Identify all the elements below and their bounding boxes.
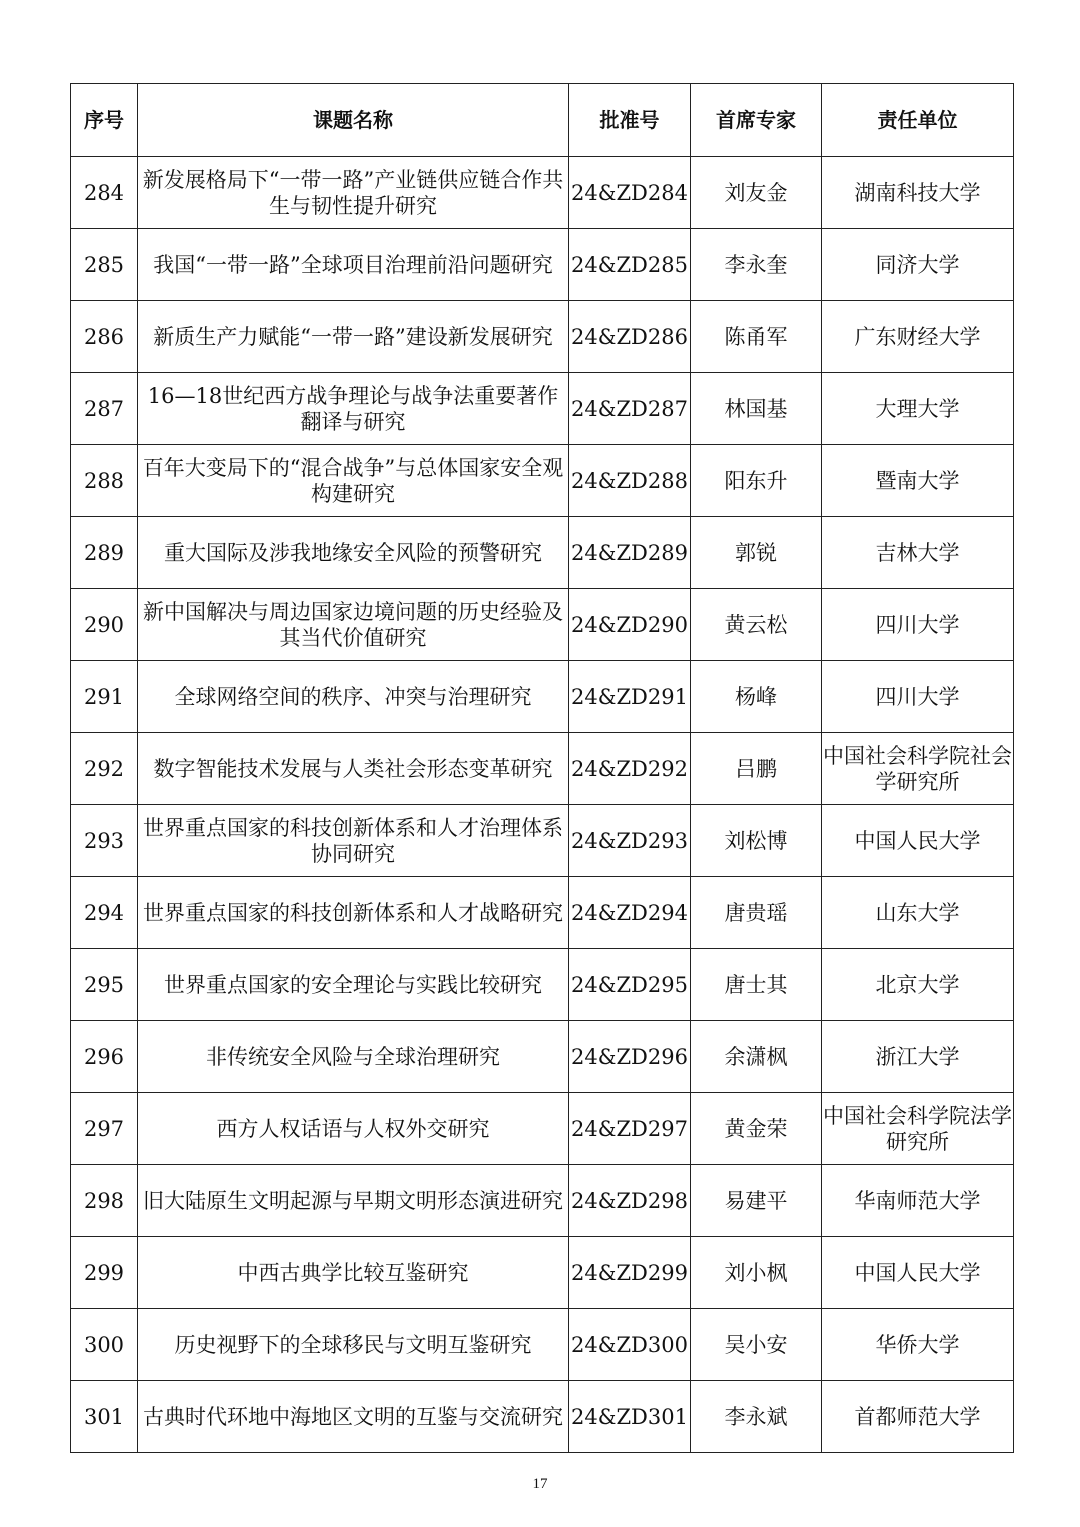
cell-unit: 暨南大学 (822, 445, 1014, 517)
cell-no: 298 (71, 1165, 138, 1237)
cell-title: 世界重点国家的科技创新体系和人才治理体系协同研究 (138, 805, 569, 877)
cell-approval: 24&ZD288 (569, 445, 691, 517)
cell-title: 西方人权话语与人权外交研究 (138, 1093, 569, 1165)
table-row (71, 805, 1014, 877)
cell-approval: 24&ZD289 (569, 517, 691, 589)
cell-title: 世界重点国家的安全理论与实践比较研究 (138, 949, 569, 1021)
table-row (71, 229, 1014, 301)
cell-expert: 李永斌 (691, 1381, 822, 1453)
cell-unit: 首都师范大学 (822, 1381, 1014, 1453)
cell-approval: 24&ZD298 (569, 1165, 691, 1237)
cell-approval: 24&ZD284 (569, 157, 691, 229)
header-title: 课题名称 (138, 84, 569, 157)
cell-title: 16—18世纪西方战争理论与战争法重要著作翻译与研究 (138, 373, 569, 445)
table-row (71, 1021, 1014, 1093)
cell-approval: 24&ZD295 (569, 949, 691, 1021)
projects-table (70, 83, 1014, 1453)
cell-unit: 广东财经大学 (822, 301, 1014, 373)
cell-expert: 杨峰 (691, 661, 822, 733)
table-row (71, 1381, 1014, 1453)
cell-expert: 郭锐 (691, 517, 822, 589)
header-expert: 首席专家 (691, 84, 822, 157)
cell-unit: 中国社会科学院社会学研究所 (822, 733, 1014, 805)
table-row (71, 661, 1014, 733)
table-row (71, 517, 1014, 589)
cell-approval: 24&ZD296 (569, 1021, 691, 1093)
cell-title: 古典时代环地中海地区文明的互鉴与交流研究 (138, 1381, 569, 1453)
cell-unit: 华南师范大学 (822, 1165, 1014, 1237)
table-row (71, 301, 1014, 373)
table-row (71, 733, 1014, 805)
cell-title: 非传统安全风险与全球治理研究 (138, 1021, 569, 1093)
table-row (71, 373, 1014, 445)
cell-expert: 黄云松 (691, 589, 822, 661)
cell-expert: 刘小枫 (691, 1237, 822, 1309)
cell-unit: 山东大学 (822, 877, 1014, 949)
cell-approval: 24&ZD297 (569, 1093, 691, 1165)
header-row (71, 84, 1014, 157)
cell-no: 299 (71, 1237, 138, 1309)
cell-no: 297 (71, 1093, 138, 1165)
cell-expert: 陈甬军 (691, 301, 822, 373)
header-approval: 批准号 (569, 84, 691, 157)
cell-approval: 24&ZD301 (569, 1381, 691, 1453)
cell-unit: 北京大学 (822, 949, 1014, 1021)
cell-approval: 24&ZD290 (569, 589, 691, 661)
cell-approval: 24&ZD293 (569, 805, 691, 877)
cell-approval: 24&ZD291 (569, 661, 691, 733)
cell-expert: 阳东升 (691, 445, 822, 517)
cell-title: 新质生产力赋能“一带一路”建设新发展研究 (138, 301, 569, 373)
cell-unit: 华侨大学 (822, 1309, 1014, 1381)
cell-no: 293 (71, 805, 138, 877)
cell-approval: 24&ZD292 (569, 733, 691, 805)
cell-expert: 唐贵瑶 (691, 877, 822, 949)
cell-expert: 李永奎 (691, 229, 822, 301)
cell-unit: 四川大学 (822, 589, 1014, 661)
cell-expert: 刘友金 (691, 157, 822, 229)
table-body (71, 157, 1014, 1453)
cell-no: 285 (71, 229, 138, 301)
cell-approval: 24&ZD294 (569, 877, 691, 949)
cell-title: 中西古典学比较互鉴研究 (138, 1237, 569, 1309)
cell-no: 286 (71, 301, 138, 373)
cell-unit: 吉林大学 (822, 517, 1014, 589)
cell-no: 287 (71, 373, 138, 445)
cell-title: 数字智能技术发展与人类社会形态变革研究 (138, 733, 569, 805)
header-no: 序号 (71, 84, 138, 157)
cell-unit: 四川大学 (822, 661, 1014, 733)
cell-expert: 刘松博 (691, 805, 822, 877)
cell-no: 294 (71, 877, 138, 949)
table-row (71, 1309, 1014, 1381)
table-row (71, 157, 1014, 229)
cell-no: 295 (71, 949, 138, 1021)
cell-unit: 中国人民大学 (822, 1237, 1014, 1309)
cell-expert: 林国基 (691, 373, 822, 445)
cell-title: 重大国际及涉我地缘安全风险的预警研究 (138, 517, 569, 589)
cell-unit: 中国人民大学 (822, 805, 1014, 877)
cell-expert: 余潇枫 (691, 1021, 822, 1093)
cell-no: 289 (71, 517, 138, 589)
cell-approval: 24&ZD299 (569, 1237, 691, 1309)
cell-no: 300 (71, 1309, 138, 1381)
table-row (71, 1165, 1014, 1237)
cell-no: 296 (71, 1021, 138, 1093)
cell-expert: 唐士其 (691, 949, 822, 1021)
table-row (71, 877, 1014, 949)
cell-no: 290 (71, 589, 138, 661)
cell-unit: 大理大学 (822, 373, 1014, 445)
table-row (71, 589, 1014, 661)
cell-no: 291 (71, 661, 138, 733)
table-header (71, 84, 1014, 157)
cell-unit: 浙江大学 (822, 1021, 1014, 1093)
cell-title: 世界重点国家的科技创新体系和人才战略研究 (138, 877, 569, 949)
table-row (71, 1093, 1014, 1165)
cell-title: 历史视野下的全球移民与文明互鉴研究 (138, 1309, 569, 1381)
cell-approval: 24&ZD286 (569, 301, 691, 373)
header-unit: 责任单位 (822, 84, 1014, 157)
table-row (71, 445, 1014, 517)
cell-expert: 吴小安 (691, 1309, 822, 1381)
cell-title: 新中国解决与周边国家边境问题的历史经验及其当代价值研究 (138, 589, 569, 661)
cell-expert: 黄金荣 (691, 1093, 822, 1165)
cell-no: 301 (71, 1381, 138, 1453)
cell-expert: 吕鹏 (691, 733, 822, 805)
page-number: 17 (532, 1476, 548, 1492)
cell-approval: 24&ZD287 (569, 373, 691, 445)
cell-approval: 24&ZD285 (569, 229, 691, 301)
table-row (71, 1237, 1014, 1309)
cell-no: 292 (71, 733, 138, 805)
cell-expert: 易建平 (691, 1165, 822, 1237)
cell-title: 百年大变局下的“混合战争”与总体国家安全观构建研究 (138, 445, 569, 517)
cell-unit: 同济大学 (822, 229, 1014, 301)
cell-title: 全球网络空间的秩序、冲突与治理研究 (138, 661, 569, 733)
cell-no: 284 (71, 157, 138, 229)
cell-no: 288 (71, 445, 138, 517)
cell-unit: 湖南科技大学 (822, 157, 1014, 229)
cell-title: 旧大陆原生文明起源与早期文明形态演进研究 (138, 1165, 569, 1237)
cell-title: 我国“一带一路”全球项目治理前沿问题研究 (138, 229, 569, 301)
table-row (71, 949, 1014, 1021)
cell-unit: 中国社会科学院法学研究所 (822, 1093, 1014, 1165)
cell-approval: 24&ZD300 (569, 1309, 691, 1381)
cell-title: 新发展格局下“一带一路”产业链供应链合作共生与韧性提升研究 (138, 157, 569, 229)
